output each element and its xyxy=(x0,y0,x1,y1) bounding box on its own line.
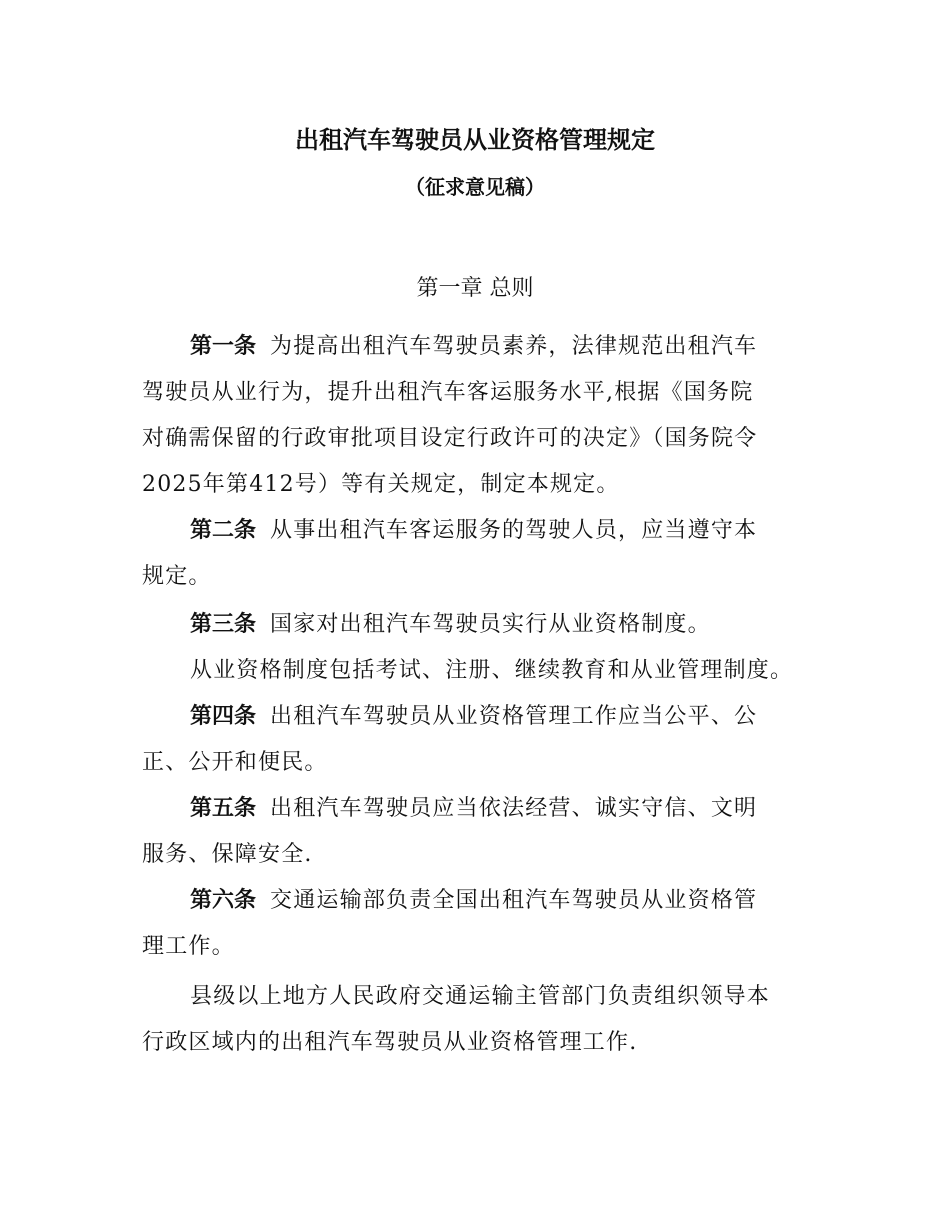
article-text: 从事出租汽车客运服务的驾驶人员，应当遵守本 xyxy=(270,518,758,543)
article-text: 从业资格制度包括考试、注册、继续教育和从业管理制度。 xyxy=(190,658,794,683)
article-3-label: 第三条 xyxy=(190,612,257,637)
article-text: 2025年第412号）等有关规定，制定本规定。 xyxy=(142,472,620,497)
article-4-label: 第四条 xyxy=(190,704,257,729)
article-5-label: 第五条 xyxy=(190,796,257,821)
article-text: 为提高出租汽车驾驶员素养，法律规范出租汽车 xyxy=(270,334,758,359)
article-1-label: 第一条 xyxy=(190,334,257,359)
article-4-first-line xyxy=(190,700,757,734)
article-3-first-line xyxy=(190,608,711,642)
document-title: 出租汽车驾驶员从业资格管理规定 xyxy=(295,126,655,154)
article-2-first-line xyxy=(190,514,757,548)
article-6-first-line xyxy=(190,884,757,918)
article-text: 正、公开和便民。 xyxy=(142,750,328,775)
article-text: 驾驶员从业行为，提升出租汽车客运服务水平,根据《国务院 xyxy=(142,380,754,405)
article-text: 出租汽车驾驶员应当依法经营、诚实守信、文明 xyxy=(270,796,758,821)
article-6-label: 第六条 xyxy=(190,888,257,913)
article-text: 县级以上地方人民政府交通运输主管部门负责组织领导本 xyxy=(190,984,771,1009)
article-1-first-line xyxy=(190,330,757,364)
chapter-heading: 第一章 总则 xyxy=(416,276,534,301)
article-text: 规定。 xyxy=(142,564,212,589)
article-text: 行政区域内的出租汽车驾驶员从业资格管理工作. xyxy=(142,1030,638,1055)
article-text: 交通运输部负责全国出租汽车驾驶员从业资格管 xyxy=(270,888,758,913)
article-text: 服务、保障安全. xyxy=(142,842,313,867)
document-subtitle: （征求意见稿） xyxy=(405,175,545,199)
article-text: 理工作。 xyxy=(142,934,235,959)
article-text: 出租汽车驾驶员从业资格管理工作应当公平、公 xyxy=(270,704,758,729)
article-text: 国家对出租汽车驾驶员实行从业资格制度。 xyxy=(270,612,711,637)
article-2-label: 第二条 xyxy=(190,518,257,543)
article-5-first-line xyxy=(190,792,757,826)
article-text: 对确需保留的行政审批项目设定行政许可的决定》（国务院令 xyxy=(142,426,758,451)
